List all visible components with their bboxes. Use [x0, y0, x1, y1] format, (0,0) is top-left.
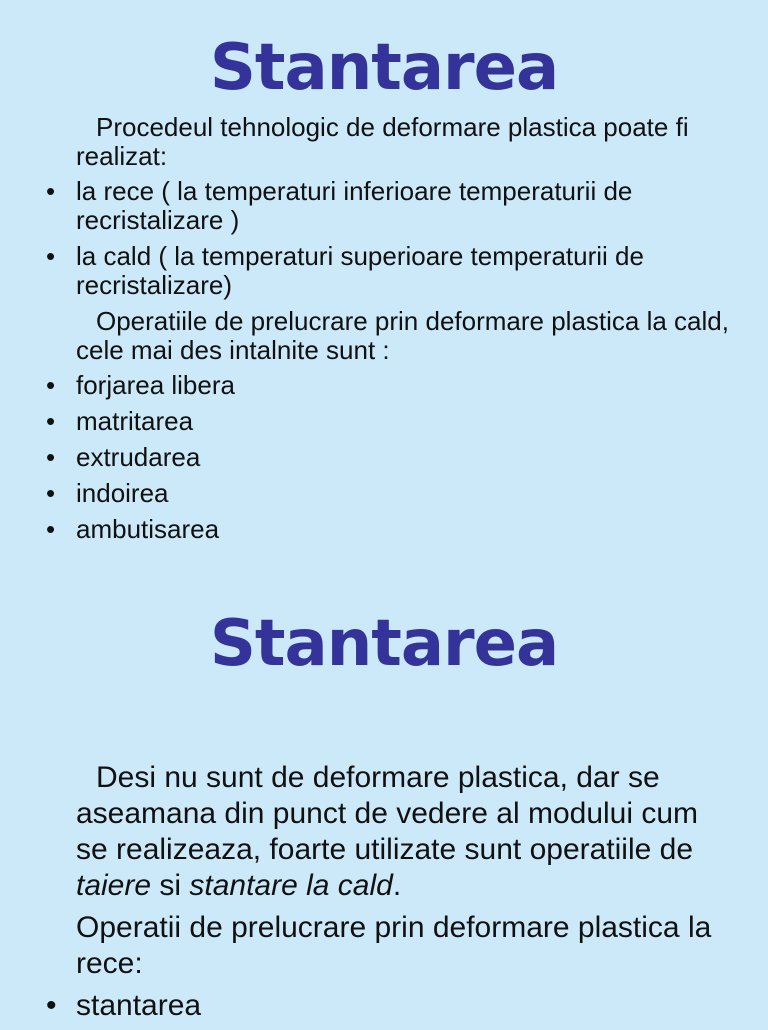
- operation-label: forjarea libera: [76, 370, 235, 400]
- method-hot: la cald ( la temperaturi superioare temperaturii de recristalizare): [76, 241, 644, 300]
- list-item: [46, 988, 736, 1024]
- operation-label: extrudarea: [76, 442, 201, 472]
- bullet-icon: •: [46, 442, 56, 472]
- cold-operations-list: [46, 988, 736, 1024]
- operations-list: [46, 371, 736, 544]
- slide-2-title: Stantarea: [209, 607, 559, 681]
- bullet-icon: •: [46, 370, 56, 400]
- slide-1-body: [46, 113, 736, 551]
- operation-label: matritarea: [76, 406, 194, 436]
- cutting-text-mid: si: [151, 869, 190, 902]
- list-item: [46, 443, 736, 472]
- methods-list: [46, 177, 736, 300]
- cutting-paragraph: [76, 760, 736, 904]
- slide-1-title: Stantarea: [209, 31, 559, 105]
- intro-paragraph: [76, 113, 736, 171]
- bullet-icon: •: [46, 514, 56, 544]
- list-item: [46, 479, 736, 508]
- cutting-term: taiere: [76, 869, 152, 902]
- hot-stamping-term: stantare la cald: [189, 869, 393, 902]
- slide-2: [0, 590, 768, 1024]
- method-cold: la rece ( la temperaturi inferioare temperaturii de recristalizare ): [76, 176, 633, 235]
- bullet-icon: •: [46, 176, 56, 206]
- list-item: [46, 242, 736, 300]
- list-item: [46, 407, 736, 436]
- bullet-icon: •: [46, 241, 56, 271]
- cold-operations-paragraph: Operatii de prelucrare prin deformare plastica la rece:: [76, 911, 712, 980]
- operation-label: ambutisarea: [76, 514, 220, 544]
- bullet-icon: •: [46, 989, 57, 1022]
- list-item: [46, 371, 736, 400]
- intro-text: Procedeul tehnologic de deformare plastica poate fi realizat:: [76, 112, 689, 171]
- cutting-text-start: Desi nu sunt de deformare plastica, dar se aseamana din punct de vedere al modului cum se realizeaza, foarte utilizate sunt operatiile de: [76, 761, 699, 866]
- bullet-icon: •: [46, 478, 56, 508]
- operations-intro-paragraph: [76, 307, 736, 365]
- bullet-icon: •: [46, 406, 56, 436]
- operation-label: stantarea: [76, 989, 202, 1022]
- operations-intro-text: Operatiile de prelucrare prin deformare plastica la cald, cele mai des intalnite sunt :: [76, 306, 729, 365]
- list-item: [46, 515, 736, 544]
- slide-2-body: [46, 760, 736, 1030]
- list-item: [46, 177, 736, 235]
- operation-label: indoirea: [76, 478, 169, 508]
- cutting-text-end: .: [392, 869, 402, 902]
